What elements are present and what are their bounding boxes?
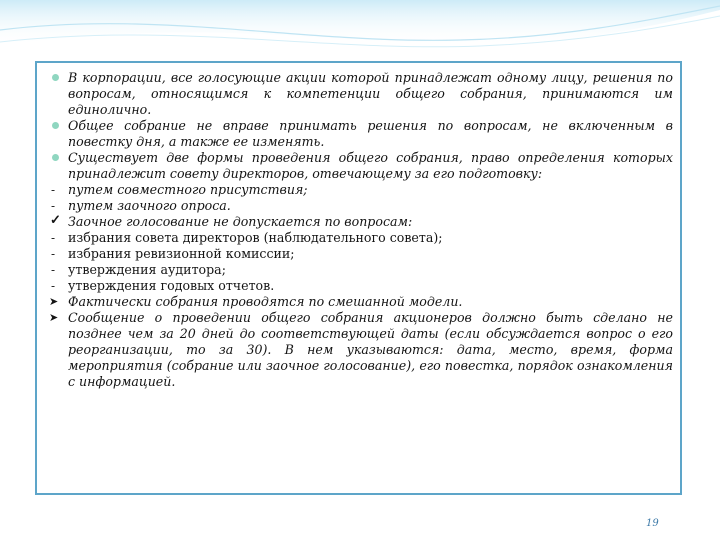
bullet-list [49, 70, 673, 390]
list-item-text: избрания ревизионной комиссии; [68, 246, 295, 261]
list-item [49, 214, 673, 230]
arrow-bullet-icon [49, 294, 68, 310]
list-item-text: утверждения годовых отчетов. [68, 278, 275, 293]
list-item-text: Общее собрание не вправе принимать решения по вопросам, не включенным в повестку дня, а также ее изменять. [68, 118, 673, 149]
dash-marker [49, 198, 68, 214]
list-item-text: путем совместного присутствия; [68, 182, 308, 197]
list-item-text: утверждения аудитора; [68, 262, 226, 277]
list-item-text: Заочное голосование не допускается по вопросам: [68, 214, 413, 229]
bullet-dot-icon [49, 150, 68, 166]
list-item [49, 294, 673, 310]
list-item [49, 230, 673, 246]
list-item [49, 70, 673, 118]
list-item [49, 182, 673, 198]
list-item-text: Сообщение о проведении общего собрания акционеров должно быть сделано не позднее чем за 20 дней до соответствующей даты (если обсуждается вопрос о его реорганизации, то за 30). В нем указываются: дата, место, время, форма мероприятия (собрание или заочное голосование), его повестка, порядок ознакомления с информацией. [68, 310, 673, 389]
list-item-text: Существует две формы проведения общего собрания, право определения которых принадлежит совету директоров, отвечающему за его подготовку: [68, 150, 673, 181]
dash-marker [49, 246, 68, 262]
bullet-dot-icon [49, 70, 68, 86]
arrow-bullet-icon [49, 310, 68, 326]
dash-marker [49, 262, 68, 278]
list-item [49, 310, 673, 390]
bullet-dot-icon [49, 118, 68, 134]
list-item-text: избрания совета директоров (наблюдательного совета); [68, 230, 443, 245]
list-item-text: путем заочного опроса. [68, 198, 231, 213]
list-item-text: Фактически собрания проводятся по смешанной модели. [68, 294, 463, 309]
checkmark-icon [49, 214, 68, 230]
dash-marker [49, 230, 68, 246]
page-number: 19 [646, 518, 659, 529]
dash-marker [49, 182, 68, 198]
list-item [49, 246, 673, 262]
list-item [49, 278, 673, 294]
list-item [49, 262, 673, 278]
dash-marker [49, 278, 68, 294]
list-item [49, 150, 673, 182]
list-item [49, 198, 673, 214]
list-item-text: В корпорации, все голосующие акции которой принадлежат одному лицу, решения по вопросам, относящимся к компетенции общего собрания, принимаются им единолично. [68, 70, 673, 117]
header-wave-decoration [0, 0, 720, 60]
list-item [49, 118, 673, 150]
slide-content-frame [35, 61, 682, 495]
